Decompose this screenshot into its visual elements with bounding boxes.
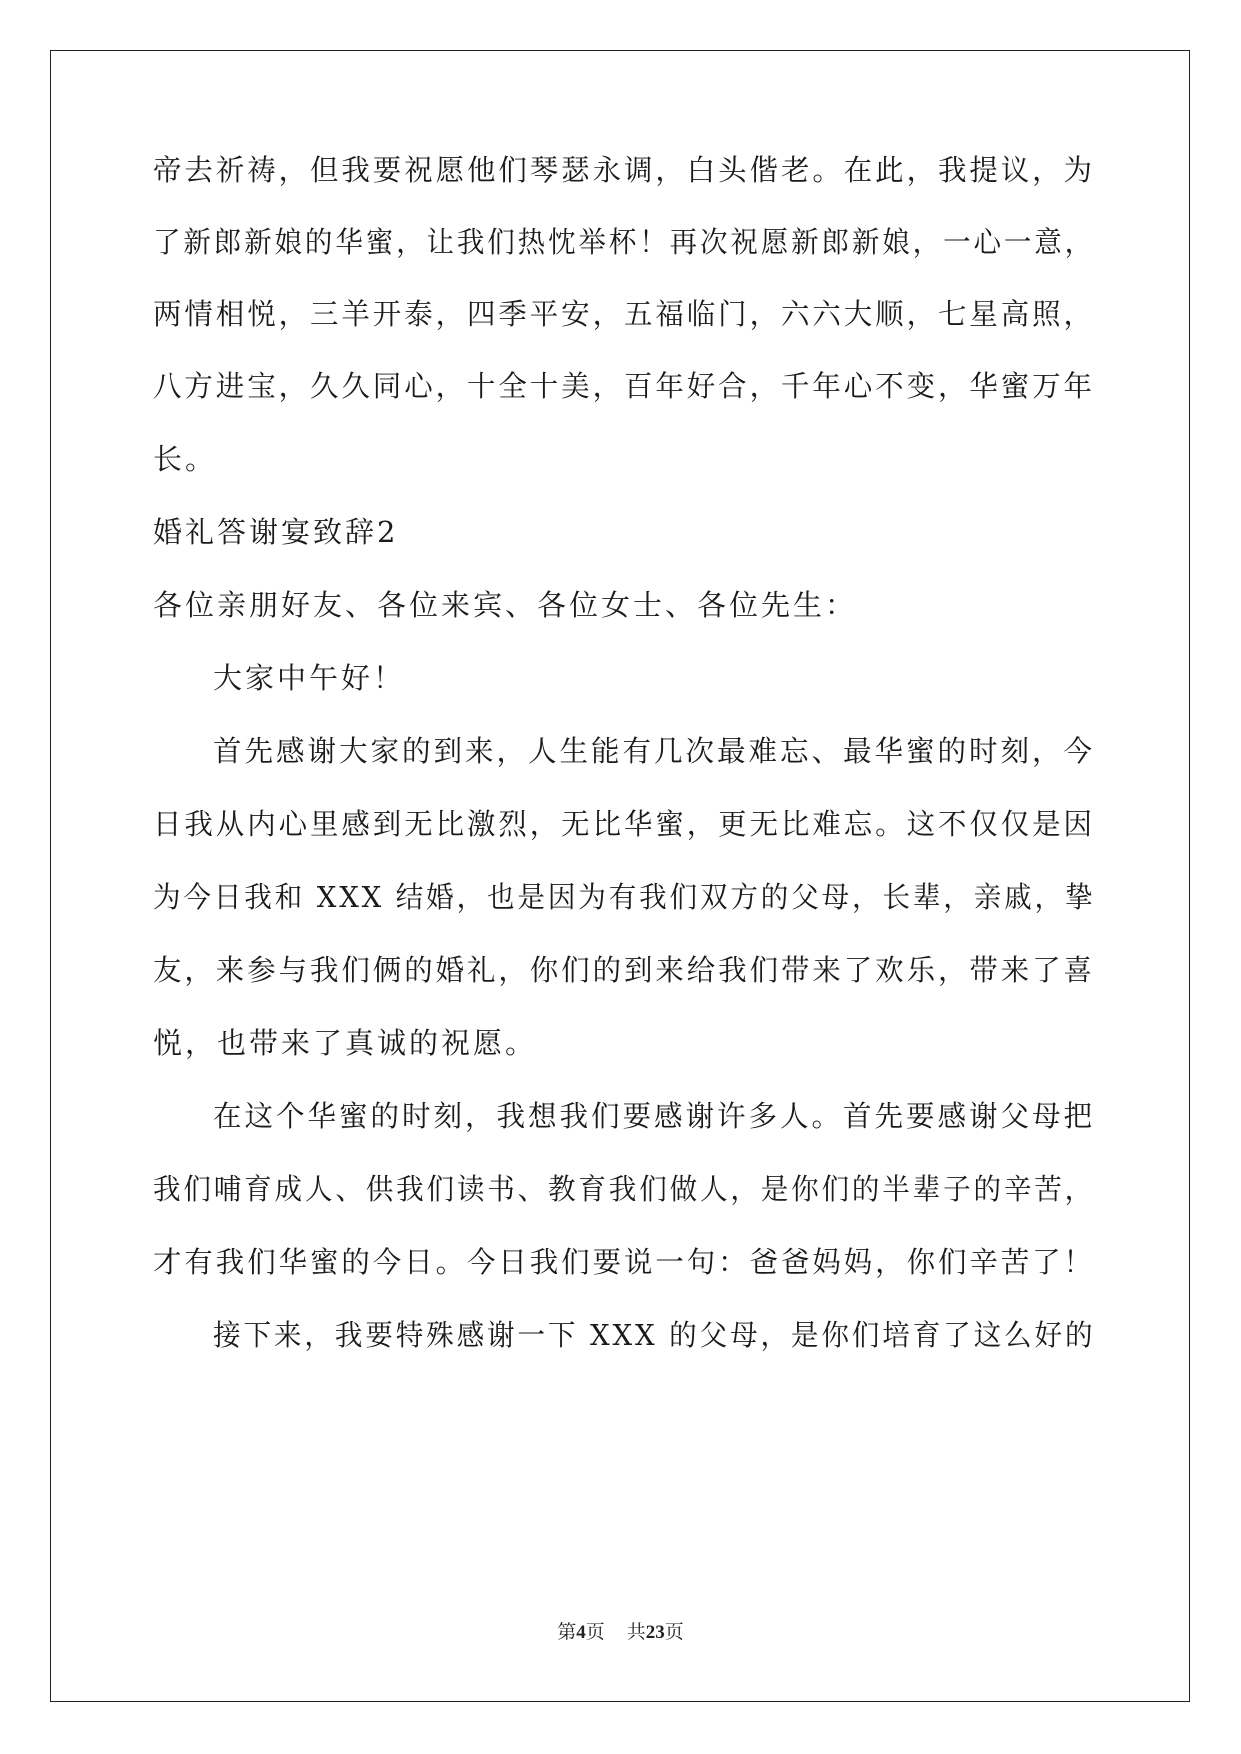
body-line: 了新郎新娘的华蜜，让我们热忱举杯！再次祝愿新郎新娘，一心一意， <box>153 225 1096 259</box>
total-pages: 23 <box>645 1622 665 1643</box>
body-line: 才有我们华蜜的今日。今日我们要说一句：爸爸妈妈，你们辛苦了！ <box>153 1245 1095 1279</box>
body-line: 两情相悦，三羊开泰，四季平安，五福临门，六六大顺，七星高照， <box>153 297 1095 331</box>
body-line: 在这个华蜜的时刻，我想我们要感谢许多人。首先要感谢父母把 <box>213 1099 1096 1133</box>
page-footer <box>0 1620 1241 1646</box>
salutation: 各位亲朋好友、各位来宾、各位女士、各位先生： <box>153 588 858 622</box>
body-line: 帝去祈祷，但我要祝愿他们琴瑟永调，白头偕老。在此，我提议，为 <box>153 153 1095 187</box>
body-line: 长。 <box>153 442 218 476</box>
body-line: 友，来参与我们俩的婚礼，你们的到来给我们带来了欢乐，带来了喜 <box>153 953 1095 987</box>
total-suffix: 页 <box>664 1622 684 1643</box>
page-number: 4 <box>576 1622 586 1643</box>
body-line: 为今日我和 XXX 结婚，也是因为有我们双方的父母，长辈，亲戚，挚 <box>153 880 1096 914</box>
body-line: 悦，也带来了真诚的祝愿。 <box>153 1026 538 1060</box>
body-line: 我们哺育成人、供我们读书、教育我们做人，是你们的半辈子的辛苦， <box>153 1172 1096 1206</box>
body-line: 首先感谢大家的到来，人生能有几次最难忘、最华蜜的时刻，今 <box>213 734 1096 768</box>
greeting: 大家中午好！ <box>213 661 406 695</box>
body-line: 八方进宝，久久同心，十全十美，百年好合，千年心不变，华蜜万年 <box>153 369 1095 403</box>
page-suffix: 页 <box>585 1622 605 1643</box>
page-prefix: 第 <box>557 1622 577 1643</box>
body-line: 接下来，我要特殊感谢一下 XXX 的父母，是你们培育了这么好的 <box>213 1318 1096 1352</box>
total-prefix: 共 <box>626 1622 646 1643</box>
body-line: 日我从内心里感到无比激烈，无比华蜜，更无比难忘。这不仅仅是因 <box>153 807 1095 841</box>
section-heading: 婚礼答谢宴致辞2 <box>153 515 399 549</box>
